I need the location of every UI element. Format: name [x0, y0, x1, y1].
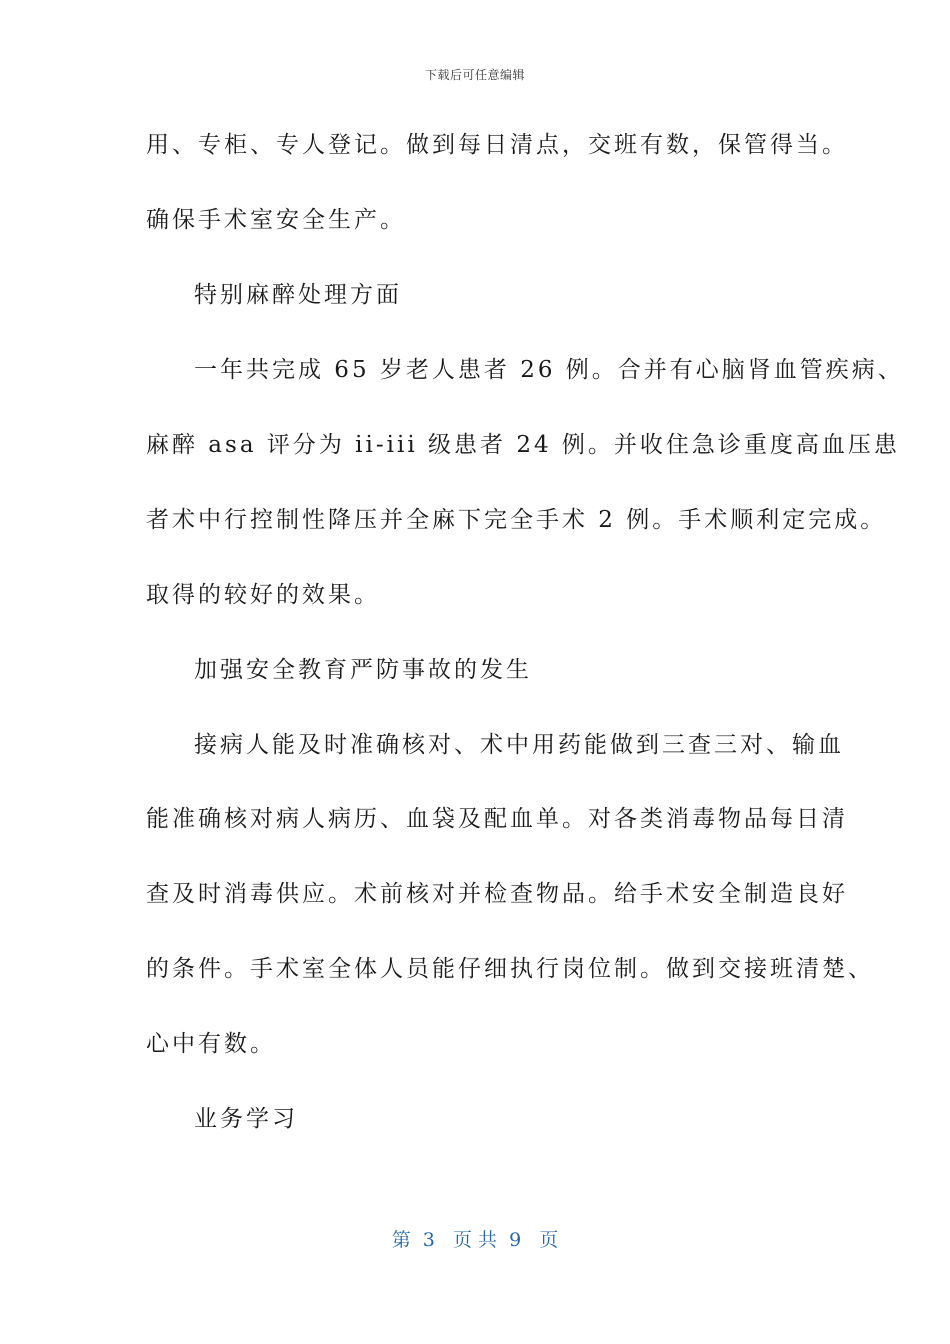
header-note: 下载后可任意编辑: [424, 68, 525, 82]
section-heading: 特别麻醉处理方面: [194, 282, 402, 308]
section-heading: 业务学习: [194, 1106, 298, 1132]
body-line: 用、专柜、专人登记。做到每日清点，交班有数，保管得当。: [146, 132, 848, 158]
body-line: 一年共完成 65 岁老人患者 26 例。合并有心脑肾血管疾病、: [194, 357, 904, 383]
body-line: 查及时消毒供应。术前核对并检查物品。给手术安全制造良好: [146, 881, 848, 907]
body-line: 确保手术室安全生产。: [146, 207, 406, 233]
section-heading: 加强安全教育严防事故的发生: [194, 657, 532, 683]
body-line: 麻醉 asa 评分为 ii-iii 级患者 24 例。并收住急诊重度高血压患: [146, 432, 900, 458]
body-line: 心中有数。: [146, 1031, 276, 1057]
body-line: 者术中行控制性降压并全麻下完全手术 2 例。手术顺利定完成。: [146, 507, 887, 533]
body-line: 取得的较好的效果。: [146, 582, 380, 608]
body-line: 的条件。手术室全体人员能仔细执行岗位制。做到交接班清楚、: [146, 956, 874, 982]
body-line: 能准确核对病人病历、血袋及配血单。对各类消毒物品每日清: [146, 806, 848, 832]
body-line: 接病人能及时准确核对、术中用药能做到三查三对、输血: [194, 732, 844, 758]
page-footer: 第 3 页 共 9 页: [391, 1229, 559, 1251]
